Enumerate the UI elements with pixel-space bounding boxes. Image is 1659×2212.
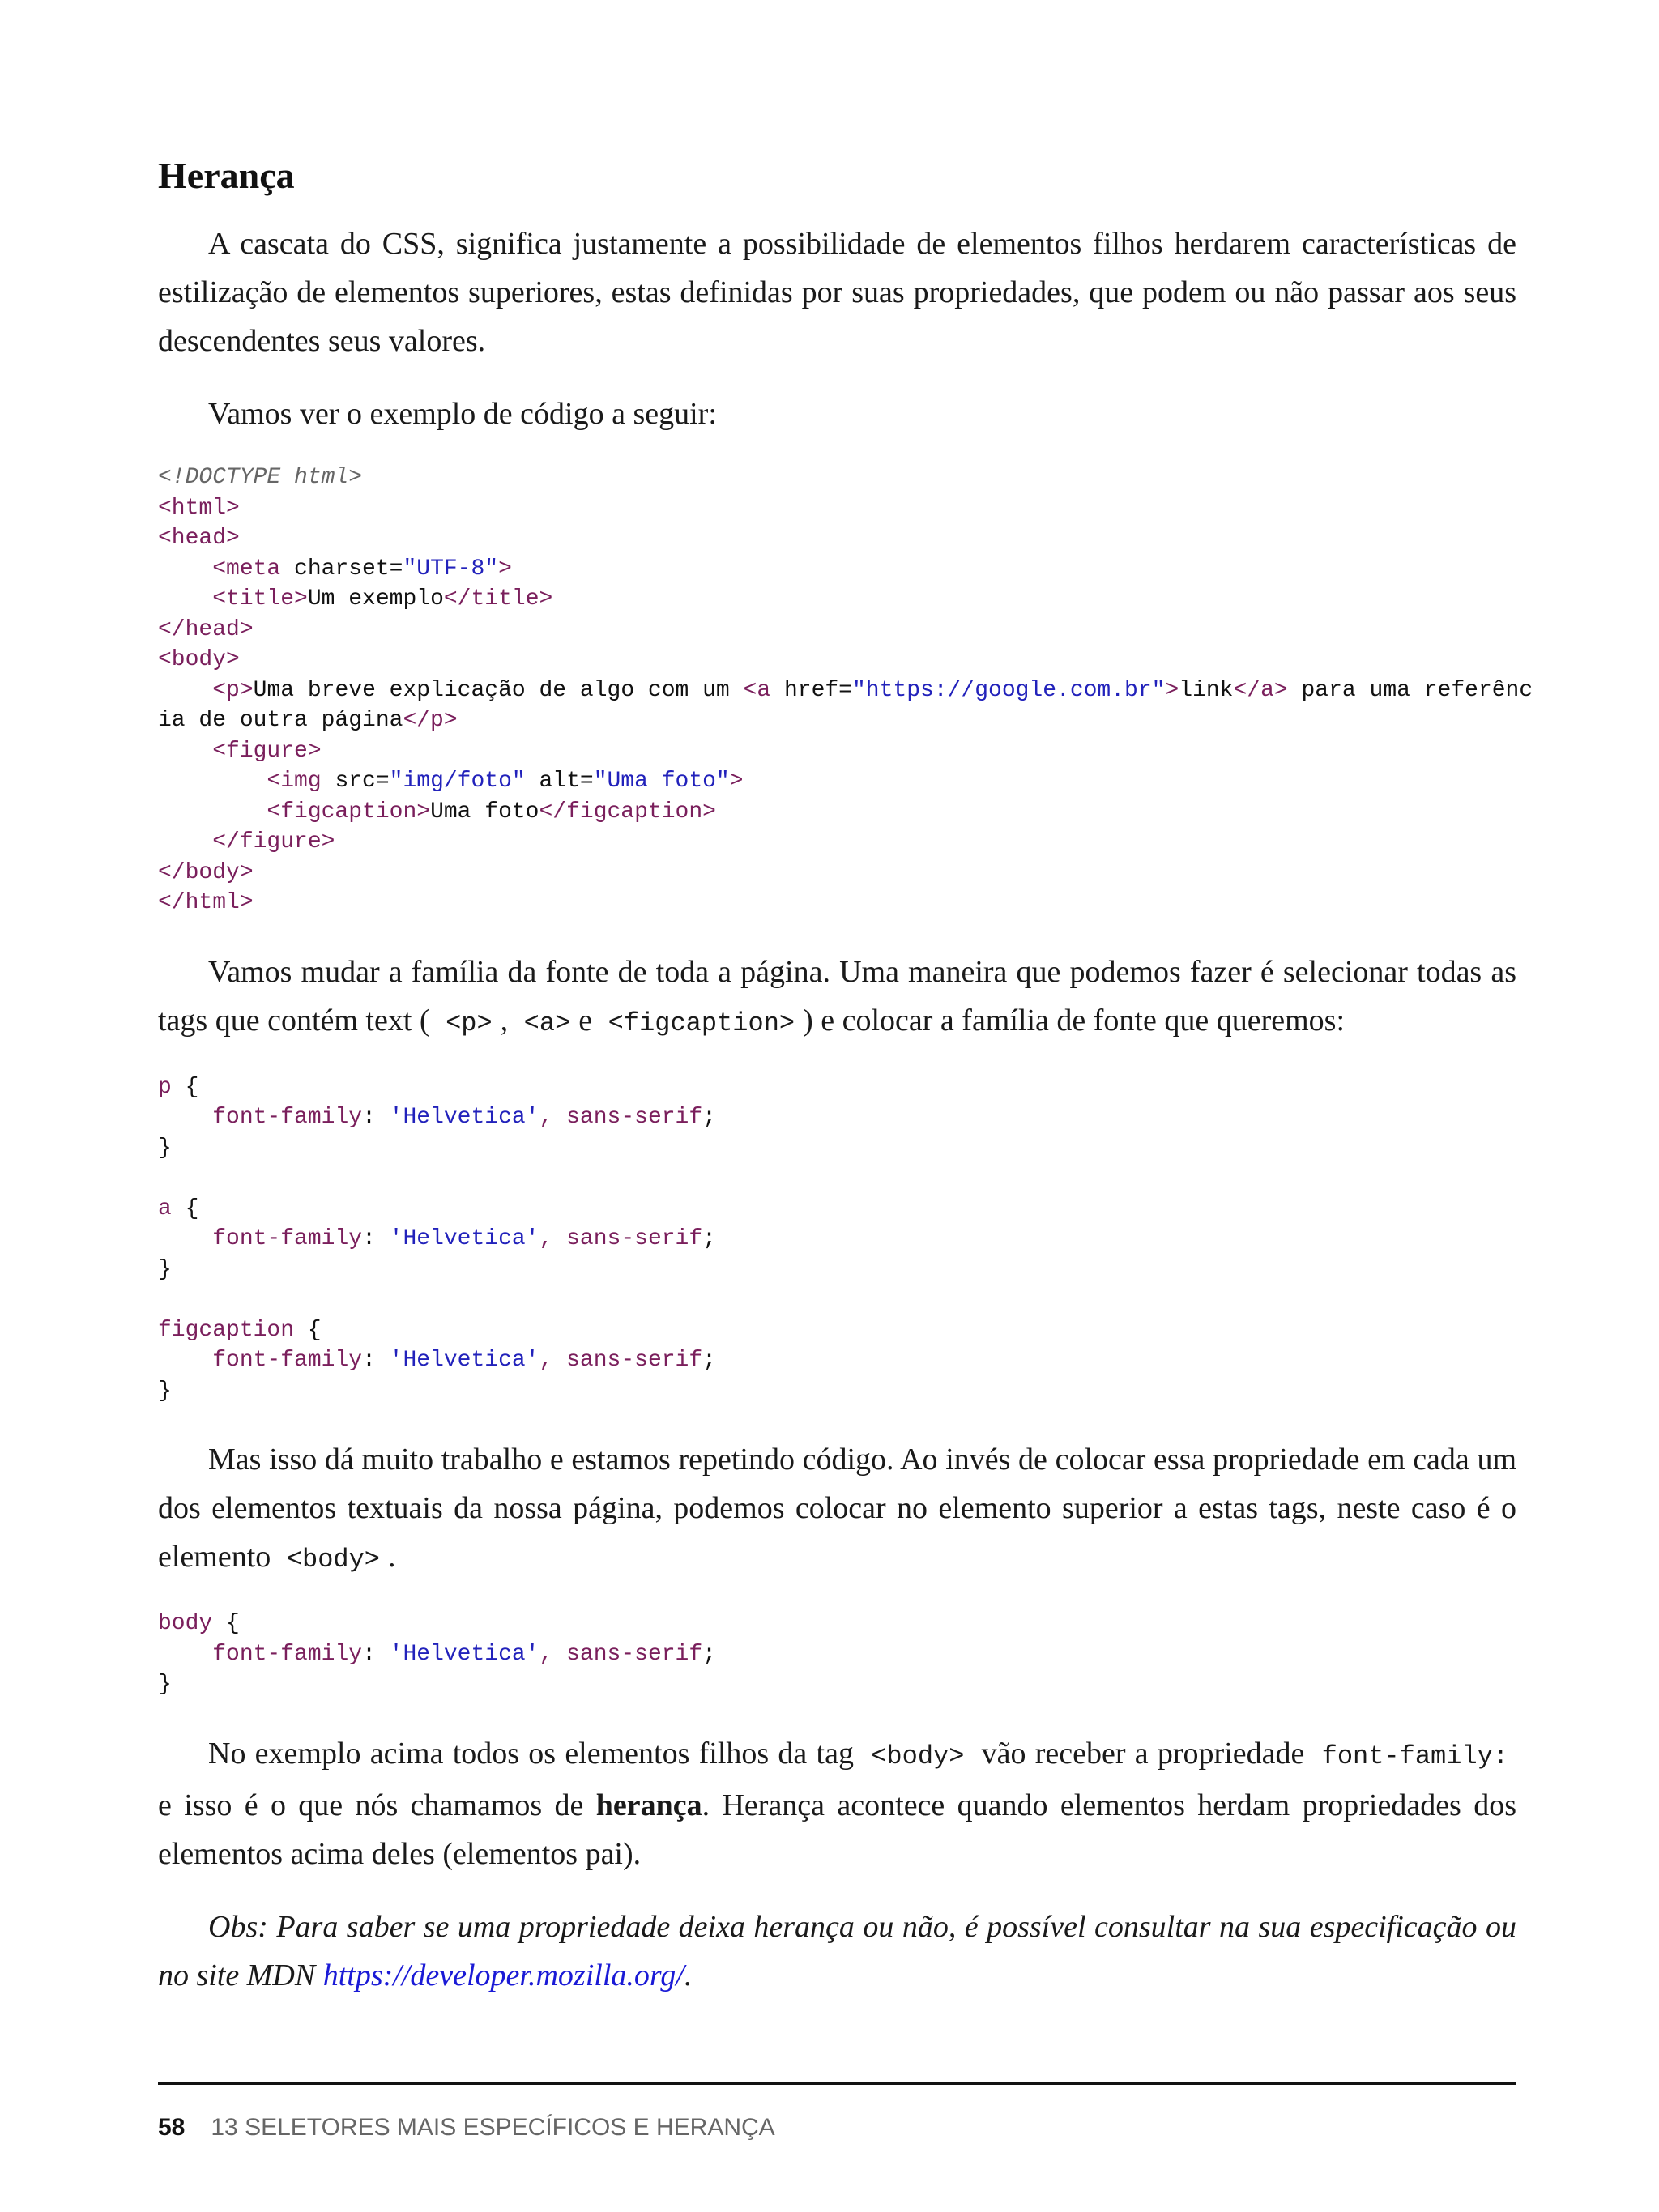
text: } <box>158 1378 172 1404</box>
text: e <box>578 1003 593 1038</box>
text: } <box>158 1256 172 1282</box>
code-property: font-family <box>212 1641 363 1667</box>
inline-code-p: <p> <box>446 1008 493 1038</box>
text: { <box>171 1074 199 1100</box>
code-a-attr: href= <box>770 677 852 703</box>
page-content <box>158 154 1533 2024</box>
page-number: 58 <box>158 2114 186 2141</box>
text: ; <box>702 1641 716 1667</box>
code-doctype: <!DOCTYPE html> <box>158 465 363 490</box>
code-body-close: </body> <box>158 859 254 885</box>
paragraph-intro: A cascata do CSS, significa justamente a possibilidade de elementos filhos herdarem características de estilização de elementos superiores, estas definidas por suas propriedades, que podem ou não passar aos seus descendentes seus valores. <box>158 227 1516 358</box>
code-p-text-2: para uma referênc <box>1287 677 1533 703</box>
code-meta-close: > <box>498 556 512 582</box>
code-img-alt-value: "Uma foto" <box>593 769 730 794</box>
text: : <box>362 1105 390 1130</box>
code-title-text: Um exemplo <box>307 586 444 612</box>
text: ; <box>702 1105 716 1130</box>
inline-code-body-2: <body> <box>871 1741 965 1771</box>
code-selector-a: a <box>158 1196 172 1221</box>
text: . <box>684 1958 693 1993</box>
code-meta-value: "UTF-8" <box>403 556 499 582</box>
text: ; <box>702 1348 716 1373</box>
code-meta-attr: charset= <box>280 556 403 582</box>
code-img-src-value: "img/foto" <box>389 769 526 794</box>
inline-code-figcaption: <figcaption> <box>608 1008 795 1038</box>
text: 'Helvetica' <box>389 1348 539 1373</box>
page-footer <box>158 2114 775 2142</box>
code-block-css-repeated <box>158 1072 1516 1407</box>
text: } <box>158 1135 172 1161</box>
text: Mas isso dá muito trabalho e estamos repetindo código. Ao invés de colocar essa propriedade em cada um dos elementos textuais da nossa página, podemos colocar no elemento superior a estas tags, neste caso é o elemento <box>158 1443 1516 1574</box>
text: No exemplo acima todos os elementos filhos da tag <box>208 1736 854 1771</box>
paragraph-inheritance <box>158 1729 1516 1878</box>
code-figure-close: </figure> <box>212 829 335 855</box>
code-p-open: <p> <box>212 677 254 703</box>
code-head-open: <head> <box>158 526 240 551</box>
paragraph-repetition <box>158 1435 1516 1584</box>
text: : <box>362 1226 390 1251</box>
bold-term-heranca: herança <box>595 1788 702 1822</box>
code-p-text: Uma breve explicação de algo com um <box>253 677 744 703</box>
text: 'Helvetica' <box>389 1226 539 1251</box>
chapter-title: 13 SELETORES MAIS ESPECÍFICOS E HERANÇA <box>211 2114 775 2141</box>
code-img-src-attr: src= <box>321 769 390 794</box>
text: . <box>388 1540 396 1574</box>
paragraph-example-intro: Vamos ver o exemplo de código a seguir: <box>208 397 717 431</box>
text: . Herança acontece quando elementos herdam propriedades dos elementos acima deles (elementos pai). <box>158 1788 1516 1871</box>
code-selector-figcaption: figcaption <box>158 1317 295 1343</box>
code-body-open: <body> <box>158 647 240 672</box>
code-html-close: </html> <box>158 890 254 915</box>
text: e isso é o que nós chamamos de <box>158 1788 584 1822</box>
code-a-text: link <box>1179 677 1234 703</box>
mdn-link[interactable]: https://developer.mozilla.org/ <box>322 1958 684 1993</box>
paragraph-change-font <box>158 948 1516 1048</box>
text: { <box>212 1611 240 1636</box>
text: , sans-serif <box>539 1641 703 1667</box>
text: vão receber a propriedade <box>981 1736 1305 1771</box>
code-img-tag: <img <box>267 769 322 794</box>
code-block-html <box>158 462 1533 918</box>
code-block-css-body <box>158 1609 1516 1700</box>
code-figcaption-open: <figcaption> <box>267 799 431 825</box>
code-img-alt-attr: alt= <box>525 769 594 794</box>
code-a-value: "https://google.com.br" <box>851 677 1166 703</box>
text: : <box>362 1641 390 1667</box>
text: , sans-serif <box>539 1348 703 1373</box>
code-a-open: <a <box>743 677 771 703</box>
code-html-open: <html> <box>158 495 240 521</box>
inline-code-body: <body> <box>286 1545 380 1575</box>
code-property: font-family <box>212 1105 363 1130</box>
text: { <box>171 1196 199 1221</box>
code-img-close: > <box>729 769 744 794</box>
code-head-close: </head> <box>158 616 254 642</box>
text: Obs: Para saber se uma propriedade deixa herança ou não, é possível consultar na sua especificação ou no site MDN <box>158 1909 1516 1993</box>
text: { <box>294 1317 322 1343</box>
code-figcaption-text: Uma foto <box>430 799 539 825</box>
text: } <box>158 1672 172 1697</box>
text: , sans-serif <box>539 1226 703 1251</box>
inline-code-font-family: font-family: <box>1321 1741 1509 1771</box>
code-title-close: </title> <box>443 586 553 612</box>
text: ; <box>702 1226 716 1251</box>
code-meta-tag: <meta <box>212 556 281 582</box>
code-p-text-3: ia de outra página <box>158 708 403 733</box>
code-property: font-family <box>212 1226 363 1251</box>
section-heading: Herança <box>158 155 295 196</box>
code-title-open: <title> <box>212 586 308 612</box>
text: 'Helvetica' <box>389 1105 539 1130</box>
code-property: font-family <box>212 1348 363 1373</box>
code-selector-body: body <box>158 1611 213 1636</box>
text: Vamos mudar a família da fonte de toda a página. Uma maneira que podemos fazer é selecionar todas as tags que contém text ( <box>158 954 1516 1038</box>
code-selector-p: p <box>158 1074 172 1100</box>
text: : <box>362 1348 390 1373</box>
code-figure-open: <figure> <box>212 738 322 764</box>
inline-code-a: <a> <box>523 1008 571 1038</box>
code-a-close: </a> <box>1233 677 1288 703</box>
text: , <box>500 1003 509 1038</box>
paragraph-obs <box>158 1903 1516 2000</box>
footer-divider <box>158 2082 1516 2085</box>
text: 'Helvetica' <box>389 1641 539 1667</box>
code-p-close: </p> <box>403 708 458 733</box>
code-figcaption-close: </figcaption> <box>539 799 716 825</box>
code-a-gt: > <box>1165 677 1179 703</box>
text: , sans-serif <box>539 1105 703 1130</box>
text: ) e colocar a família de fonte que queremos: <box>803 1003 1346 1038</box>
